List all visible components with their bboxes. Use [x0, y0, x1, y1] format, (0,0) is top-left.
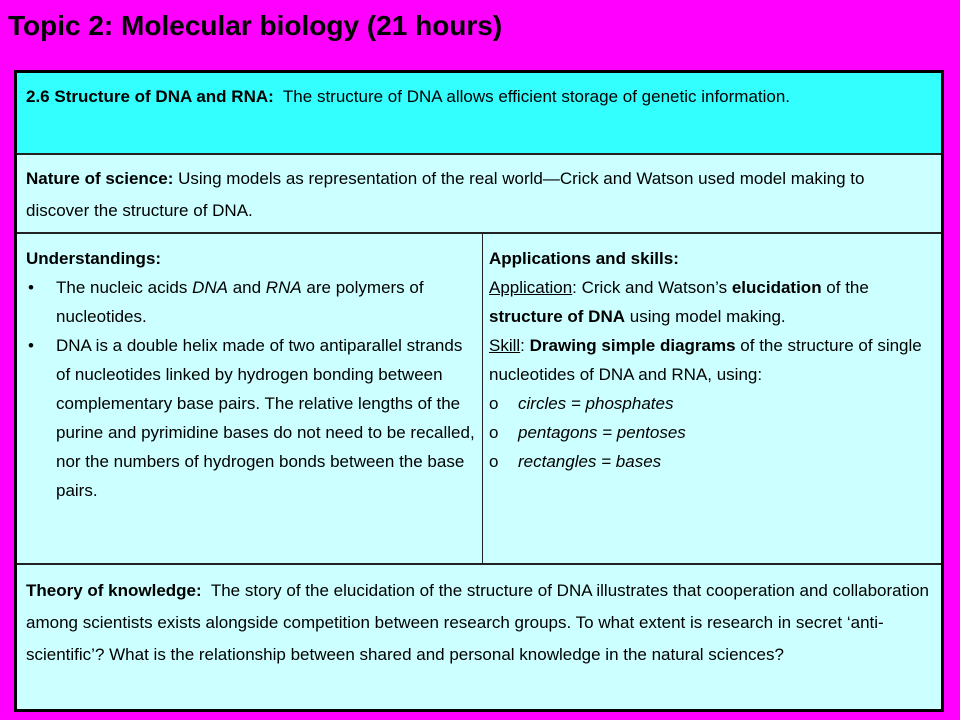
- application-text: : Crick and Watson’s: [572, 278, 732, 297]
- skill-label: Skill: [489, 336, 521, 355]
- application-bold: elucidation: [731, 278, 822, 297]
- applications-heading: Applications and skills:: [489, 249, 679, 268]
- diagram-key-text: pentagons = pentoses: [518, 423, 686, 442]
- application-text: of the: [821, 278, 869, 297]
- understanding-text: DNA is a double helix made of two antiparallel strands of nucleotides linked by hydrogen bonding between complementary base pairs. The relative lengths of the purine and pyrimidine bases do not need to be recalled, nor the numbers of hydrogen bonds between the base pairs.: [56, 336, 475, 500]
- section-header-row: [17, 73, 941, 155]
- circle-bullet-icon: o: [489, 423, 499, 442]
- applications-cell: [483, 234, 941, 563]
- understanding-em: RNA: [265, 278, 302, 297]
- circle-bullet-icon: o: [489, 394, 499, 413]
- bullet-icon: •: [28, 336, 34, 355]
- skill-bold: Drawing simple diagrams: [529, 336, 736, 355]
- understandings-applications-row: [17, 234, 941, 565]
- application-bold: structure of DNA: [489, 307, 626, 326]
- skill-paragraph: [489, 331, 935, 389]
- diagram-key-list: [489, 389, 935, 476]
- application-label: Application: [489, 278, 573, 297]
- bullet-icon: •: [28, 278, 34, 297]
- understanding-text: are polymers of nucleotides.: [56, 278, 424, 326]
- understanding-item: [26, 273, 476, 331]
- skill-text: of the structure of single nucleotides of DNA and RNA, using:: [489, 336, 922, 384]
- theory-of-knowledge-row: [17, 565, 941, 709]
- diagram-key-item: [489, 389, 935, 418]
- page-title: Topic 2: Molecular biology (21 hours): [8, 10, 503, 41]
- diagram-key-item: [489, 418, 935, 447]
- nature-of-science-label: Nature of science:: [26, 169, 174, 188]
- section-label: 2.6 Structure of DNA and RNA:: [26, 87, 274, 106]
- diagram-key-text: rectangles = bases: [518, 452, 662, 471]
- skill-text: :: [520, 336, 530, 355]
- nature-of-science-row: [17, 155, 941, 234]
- circle-bullet-icon: o: [489, 452, 499, 471]
- theory-of-knowledge-text: The story of the elucidation of the structure of DNA illustrates that cooperation and collaboration among scientists exists alongside competition between research groups. To what extent is research in secret ‘anti-scientific’? What is the relationship between shared and personal knowledge in the natural sciences?: [26, 581, 930, 664]
- understanding-item: [26, 331, 476, 505]
- application-paragraph: [489, 273, 935, 331]
- diagram-key-item: [489, 447, 935, 476]
- section-description: The structure of DNA allows efficient storage of genetic information.: [282, 87, 791, 106]
- understandings-heading: Understandings:: [26, 249, 162, 268]
- understanding-text: and: [227, 278, 266, 297]
- application-text: using model making.: [625, 307, 786, 326]
- theory-of-knowledge-label: Theory of knowledge:: [26, 581, 202, 600]
- syllabus-table: [14, 70, 944, 712]
- diagram-key-text: circles = phosphates: [518, 394, 674, 413]
- nature-of-science-text: Using models as representation of the real world—Crick and Watson used model making to discover the structure of DNA.: [26, 169, 865, 220]
- understandings-list: [26, 273, 476, 505]
- understandings-cell: [17, 234, 483, 563]
- understanding-em: DNA: [192, 278, 228, 297]
- understanding-text: The nucleic acids: [56, 278, 193, 297]
